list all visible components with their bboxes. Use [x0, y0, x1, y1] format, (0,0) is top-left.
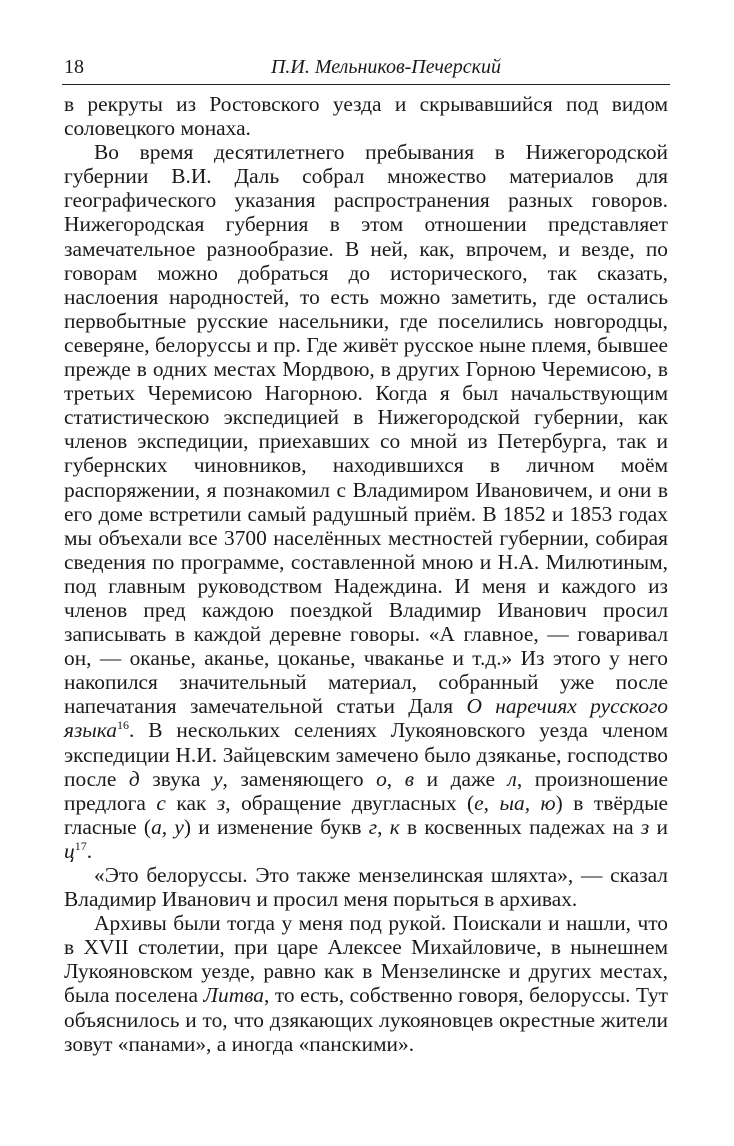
italic-letter: у	[212, 766, 223, 791]
paragraph-text: ,	[386, 766, 405, 791]
italic-letter: о	[376, 766, 387, 791]
page-number: 18	[64, 56, 84, 78]
paragraph-text: , обращение двугласных (	[225, 790, 475, 815]
paragraph	[64, 140, 668, 863]
italic-letters: а, у	[151, 814, 184, 839]
article-title: О наречиях русского языка	[64, 694, 668, 743]
italic-letter: л	[507, 766, 517, 791]
paragraph-text: звука	[139, 766, 213, 791]
italic-letter: в	[404, 766, 414, 791]
paragraph	[64, 911, 668, 1056]
body-text	[64, 92, 668, 1056]
italic-letter: з	[216, 790, 226, 815]
italic-letter: к	[389, 814, 400, 839]
page-header	[62, 54, 670, 85]
paragraph-text: ) и изменение букв	[183, 814, 369, 839]
paragraph-text: в рекруты из Ростовского уезда и скрывавшийся под видом соловецкого монаха.	[64, 92, 668, 141]
paragraph-text: в косвенных падежах на	[399, 814, 641, 839]
paragraph-text: ) в твёрдые гласные (	[64, 790, 669, 839]
italic-letters: е, ыа, ю	[474, 790, 556, 815]
paragraph-text: . В нескольких селениях Лукояновского уезда членом экспедиции Н.И. Зайцевским замечено было дзяканье, господство после	[64, 718, 668, 791]
paragraph-text: ,	[377, 814, 390, 839]
paragraph-text: Архивы были тогда у меня под рукой. Поискали и нашли, что в XVII столетии, при царе Алексее Михайловиче, в нынешнем Лукояновском уезде, равно как в Мензелинске и других местах, была поселена	[64, 911, 668, 1008]
paragraph-text: Во время десятилетнего пребывания в Нижегородской губернии В.И. Даль собрал множество материалов для географического указания распространения разных говоров. Нижегородская губерния в этом отношении представляет замечательное разнообразие. В ней, как, впрочем, и везде, по говорам можно добраться до исторического, так сказать, наслоения народностей, то есть можно заметить, где остались первобытные русские насельники, где поселились новгородцы, северяне, белоруссы и пр. Где живёт русское ныне племя, бывшее прежде в одних местах Мордвою, в других Горною Черемисою, в третьих Черемисою Нагорною. Когда я был начальствующим статистическою экспедицией в Нижегородской губернии, как членов экспедиции, приехавших со мной из Петербурга, так и губернских чиновников, находившихся в личном моём распоряжении, я познакомил с Владимиром Ивановичем, и они в его доме встретили самый радушный приём. В 1852 и 1853 годах мы объехали все 3700 населённых местностей губернии, собирая сведения по программе, составленной мною и Н.А. Милютиным, под главным руководством Надеждина. И меня и каждого из членов пред каждою поездкой Владимир Иванович просил записывать в каждой деревне говоры. «А главное, — говаривал он, — оканье, аканье, цоканье, чваканье и т.д.» Из этого у него накопился значительный материал, собранный уже после напечатания замечательной статьи Даля	[64, 140, 668, 719]
paragraph-text: .	[86, 838, 93, 863]
footnote-ref[interactable]: 17	[74, 838, 87, 853]
italic-word: Литва	[203, 983, 264, 1008]
paragraph-text: , заменяющего	[222, 766, 377, 791]
paragraph-text: и даже	[414, 766, 508, 791]
paragraph	[64, 92, 668, 140]
italic-letter: ц	[64, 838, 75, 863]
paragraph-text: и	[649, 814, 668, 839]
italic-letter: с	[156, 790, 166, 815]
footnote-ref[interactable]: 16	[116, 718, 129, 733]
paragraph-text: как	[165, 790, 217, 815]
paragraph-text: , то есть, собственно говоря, белоруссы. Тут объяснилось и то, что дзякающих лукояновцев окрестные жители зовут «панами», а иногда «панскими».	[64, 983, 668, 1056]
italic-letter: з	[640, 814, 650, 839]
paragraph-text: , произношение предлога	[64, 766, 668, 815]
paragraph	[64, 863, 668, 911]
running-title: П.И. Мельников-Печерский	[270, 56, 502, 78]
italic-letter: г	[368, 814, 378, 839]
italic-letter: д	[128, 766, 140, 791]
paragraph-text: «Это белоруссы. Это также мензелинская шляхта», — сказал Владимир Иванович и просил меня порыться в архивах.	[64, 863, 668, 912]
